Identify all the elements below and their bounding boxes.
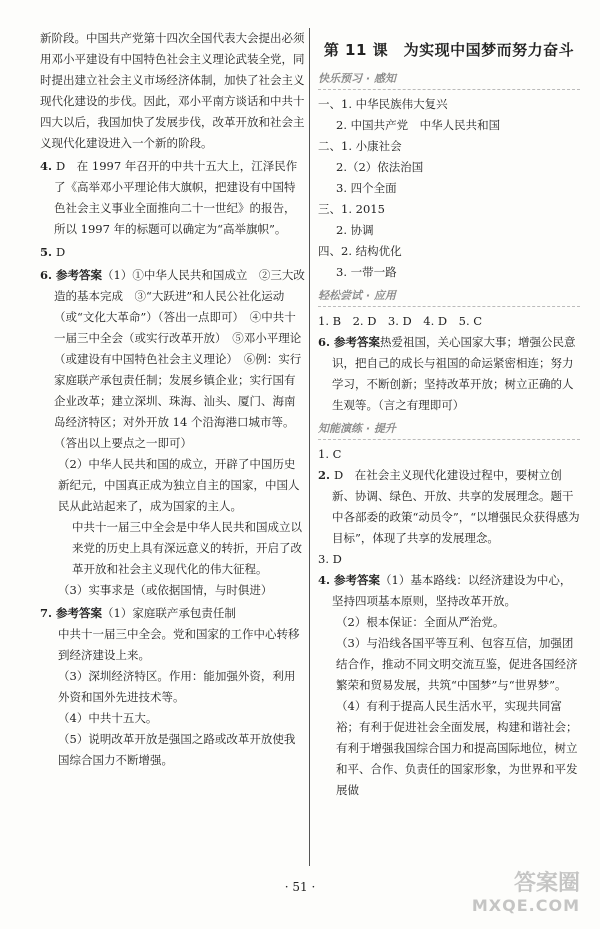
improve-answer-4	[318, 570, 580, 612]
watermark-bottom-text: MXQE.COM	[471, 896, 580, 915]
answer-6-number: 6.	[40, 268, 53, 282]
section-2-item-1: 二、1. 小康社会	[318, 139, 402, 153]
answer-7-part5: （5）说明改革开放是强国之路或改革开放使我国综合国力不断增强。	[58, 732, 296, 767]
section-banner-preview: 快乐预习 · 感知	[318, 69, 580, 90]
answer-7-part3: （3）深圳经济特区。作用：能加强外资，利用外资和国外先进技术等。	[58, 669, 296, 704]
answer-7-number: 7.	[40, 606, 53, 620]
improve-answer-4-part3: （3）与沿线各国平等互利、包容互信，加强团结合作，推动不同文明交流互鉴，促进各国经济繁荣和贸易发展，共筑“中国梦”与“世界梦”。	[336, 636, 578, 692]
improve-answer-4-number: 4.	[318, 573, 331, 587]
lesson-title: 第 11 课 为实现中国梦而努力奋斗	[323, 41, 575, 59]
answer-6-label: 参考答案	[56, 268, 103, 282]
section-banner-improve: 知能演练 · 提升	[318, 419, 580, 440]
watermark-top-text: 答案圈	[513, 871, 580, 896]
improve-answer-2-number: 2.	[318, 468, 331, 482]
answer-6-part4: （3）实事求是（或依据国情，与时俱进）	[58, 583, 273, 597]
improve-answer-1: 1. C	[318, 447, 342, 461]
improve-answer-4-text: （1）基本路线：以经济建设为中心，坚持四项基本原则，坚持改革开放。	[332, 573, 572, 608]
answer-6	[40, 265, 305, 454]
answer-5	[40, 242, 305, 263]
answer-7-part2: 中共十一届三中全会。党和国家的工作中心转移到经济建设上来。	[58, 627, 300, 662]
answer-7-part4: （4）中共十五大。	[58, 711, 158, 725]
answer-6-text: （1）①中华人民共和国成立 ②三大改造的基本完成 ③“大跃进”和人民公社化运动（或“文化大革命”）（答出一点即可） ④中共十一届三中全会（或实行改革开放） ⑤邓小平理论（或建设有中国特色社会主义理论） ⑥例：实行家庭联产承包责任制；发展乡镇企业；实行国有企业改革；建立深圳、珠海、汕头、厦门、海南岛经济特区；对外开放 14 个沿海港口城市等。（答出以上要点之一即可）	[54, 268, 305, 450]
right-answer-6-text: 热爱祖国，关心国家大事；增强公民意识，把自己的成长与祖国的命运紧密相连；努力学习，不断创新；坚持改革开放；树立正确的人生观等。（言之有理即可）	[332, 335, 576, 412]
answer-4-number: 4.	[40, 159, 53, 173]
section-3-item-1: 三、1. 2015	[318, 202, 385, 216]
improve-answer-4-part4: （4）有利于提高人民生活水平，实现共同富裕；有利于促进社会全面发展，构建和谐社会；有利于增强我国综合国力和提高国际地位，树立和平、合作、负责任的国家形象，为世界和平发展做	[336, 699, 578, 797]
page-number: · 51 ·	[284, 880, 316, 894]
improve-answer-4-part2: （2）根本保证：全面从严治党。	[336, 615, 505, 629]
column-divider	[309, 28, 310, 866]
answer-4-text: D 在 1997 年召开的中共十五大上，江泽民作了《高举邓小平理论伟大旗帜，把建设有中国特色社会主义事业全面推向二十一世纪》的报告，所以 1997 年的标题可以确定为“高举旗帜”。	[54, 159, 298, 236]
answer-6-part2: （2）中华人民共和国的成立，开辟了中国历史新纪元，中国真正成为独立自主的国家，中国人民从此站起来了，成为国家的主人。	[58, 457, 300, 513]
section-4-item-2: 3. 一带一路	[336, 265, 397, 279]
answer-7-text: （1）家庭联产承包责任制	[102, 606, 236, 620]
answer-7-label: 参考答案	[56, 606, 103, 620]
intro-paragraph: 新阶段。中国共产党第十四次全国代表大会提出必须用邓小平建设有中国特色社会主义理论武装全党，同时提出建立社会主义市场经济体制，加快了社会主义现代化建设的步伐。因此，邓小平南方谈话和中共十四大以后，我国加快了发展步伐，改革开放和社会主义现代化建设进入一个新的阶段。	[40, 31, 305, 150]
improve-answer-2	[318, 465, 580, 549]
answer-7	[40, 603, 305, 624]
improve-answer-2-text: D 在社会主义现代化建设过程中，要树立创新、协调、绿色、开放、共享的发展理念。题干中各部委的政策“动员令”，“以增强民众获得感为目标”，体现了共享的发展理念。	[332, 468, 580, 545]
right-column	[318, 28, 580, 801]
left-column	[40, 28, 305, 771]
multiple-choice-answers: 1. B 2. D 3. D 4. D 5. C	[318, 314, 483, 328]
watermark-logo	[472, 873, 580, 917]
section-1-item-2: 2. 中国共产党 中华人民共和国	[336, 118, 501, 132]
right-answer-6-number: 6.	[318, 335, 331, 349]
answer-5-number: 5.	[40, 245, 53, 259]
right-answer-6	[318, 332, 580, 416]
section-2-item-2: 2.（2）依法治国	[336, 160, 424, 174]
answer-6-part3: 中共十一届三中全会是中华人民共和国成立以来党的历史上具有深远意义的转折，开启了改革开放和社会主义现代化的伟大征程。	[72, 520, 302, 576]
improve-answer-3: 3. D	[318, 552, 342, 566]
improve-answer-4-label: 参考答案	[334, 573, 381, 587]
section-3-item-2: 2. 协调	[336, 223, 374, 237]
section-4-item-1: 四、2. 结构优化	[318, 244, 402, 258]
section-banner-apply: 轻松尝试 · 应用	[318, 286, 580, 307]
answer-4	[40, 156, 305, 240]
section-1-item-1: 一、1. 中华民族伟大复兴	[318, 97, 448, 111]
right-answer-6-label: 参考答案	[334, 335, 381, 349]
section-2-item-3: 3. 四个全面	[336, 181, 397, 195]
answer-5-text: D	[56, 245, 66, 259]
